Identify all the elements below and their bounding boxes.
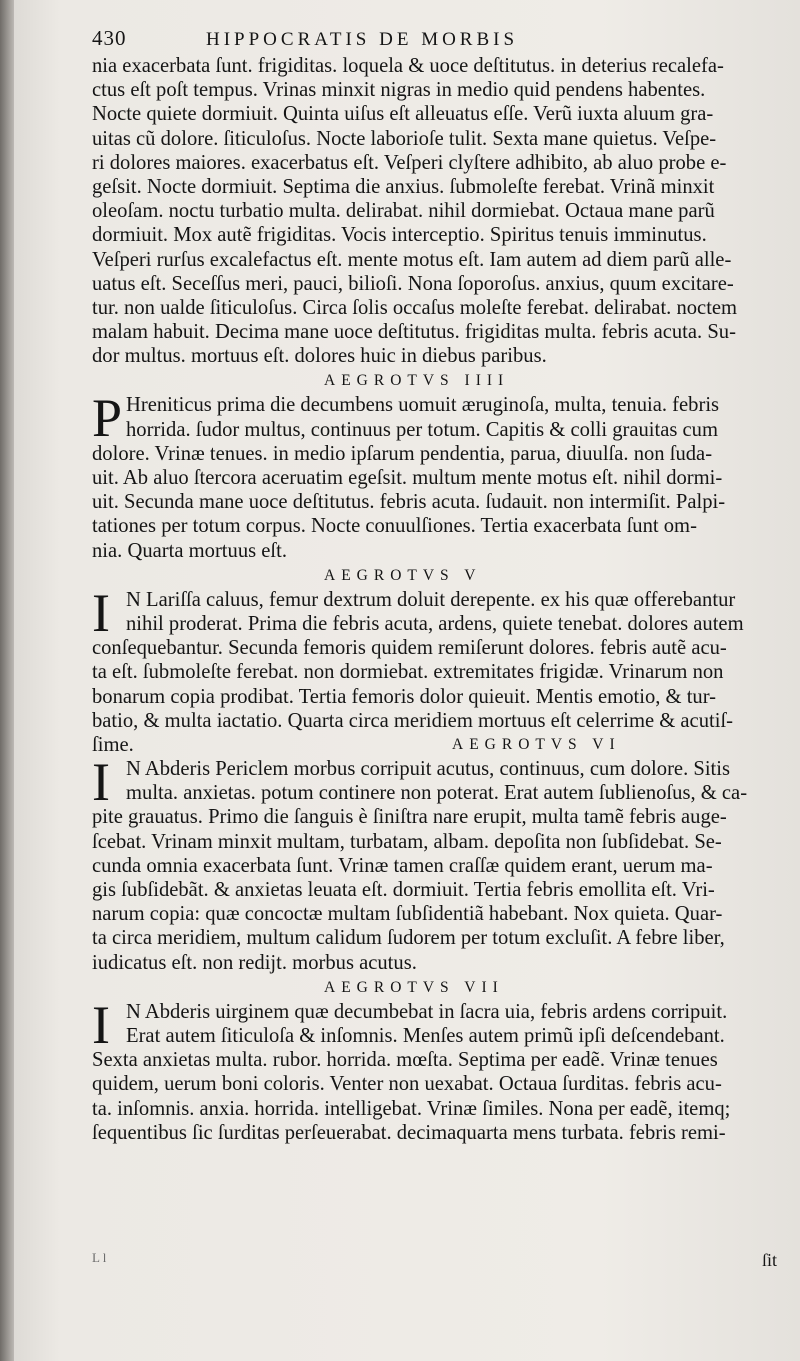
case-text-aegrotus-7 bbox=[92, 994, 800, 1145]
text-line: ta. inſomnis. anxia. horrida. intelligebat. Vrinæ ſimiles. Nona per eadẽ, itemq; bbox=[92, 1097, 731, 1120]
text-line: cunda omnia exacerbata ſunt. Vrinæ tamen craſſæ quidem erant, uerum ma- bbox=[92, 854, 713, 877]
text-line-end: ſime. bbox=[92, 733, 134, 756]
catchword: ſit bbox=[762, 1250, 778, 1270]
page-spine-shadow bbox=[0, 0, 14, 1361]
section-heading-aegrotus-5: AEGROTVS V bbox=[324, 566, 482, 584]
text-line: multa. anxietas. potum continere non poterat. Erat autem ſublienoſus, & ca- bbox=[126, 782, 748, 805]
section-heading-aegrotus-7: AEGROTVS VII bbox=[324, 978, 504, 996]
text-line: gis ſubſidebãt. & anxietas leuata eſt. dormiuit. Tertia febris emollita eſt. Vri- bbox=[92, 879, 715, 901]
text-line: Erat autem ſiticuloſa & inſomnis. Menſes autem primũ ipſi deſcendebant. bbox=[126, 1024, 725, 1047]
text-line: ſequentibus ſic ſurditas perſeuerabat. decimaquarta mens turbata. febris remi- bbox=[92, 1121, 726, 1144]
text-line: Sexta anxietas multa. rubor. horrida. mœſta. Septima per eadẽ. Vrinæ tenues bbox=[92, 1049, 718, 1072]
text-line: narum copia: quæ concoctæ multam ſubſidentiã habebant. Nox quieta. Quar- bbox=[92, 903, 723, 926]
text-line: N Abderis Periclem morbus corripuit acutus, continuus, cum dolore. Sitis bbox=[126, 758, 730, 781]
text-line: ri dolores maiores. exacerbatus eſt. Veſperi clyſtere adhibito, ab aluo probe e- bbox=[92, 151, 727, 174]
text-line: dormiuit. Mox autẽ frigiditas. Vocis interceptio. Spiritus tenuis imminutus. bbox=[92, 224, 707, 247]
text-line: uit. Ab aluo ſtercora aceruatim egeſsit. multum mente motus eſt. nihil dormi- bbox=[92, 467, 723, 489]
text-line: nia exacerbata ſunt. frigiditas. loquela & uoce deſtitutus. in deterius recalefa- bbox=[92, 55, 724, 77]
page-header bbox=[92, 26, 800, 54]
signature-mark: L l bbox=[92, 1250, 107, 1265]
text-line: Hreniticus prima die decumbens uomuit æruginoſa, multa, tenuia. febris bbox=[126, 394, 720, 417]
text-line: Nocte quiete dormiuit. Quinta uiſus eſt alleuatus eſſe. Verũ iuxta aluum gra- bbox=[92, 103, 714, 126]
text-line: N Lariſſa caluus, femur dextrum doluit derepente. ex his quæ offerebantur bbox=[126, 588, 736, 611]
page-number: 430 bbox=[92, 26, 127, 50]
text-line: batio, & multa iactatio. Quarta circa meridiem mortuus eſt celerrime & acutiſ- bbox=[92, 709, 734, 732]
text-line: dor multus. mortuus eſt. dolores huic in diebus paribus. bbox=[92, 345, 547, 368]
case-text-continued bbox=[92, 54, 800, 368]
text-line: ctus eſt poſt tempus. Vrinas minxit nigras in medio quid pendens habentes. bbox=[92, 79, 706, 102]
text-line: dolore. Vrinæ tenues. in medio ipſarum pendentia, parua, diuulſa. non ſuda- bbox=[92, 442, 713, 465]
case-text-aegrotus-6 bbox=[92, 752, 800, 975]
section-heading-aegrotus-4: AEGROTVS IIII bbox=[324, 372, 510, 390]
text-line: ta eſt. ſubmoleſte ferebat. non dormiebat. extremitates frigidæ. Vrinarum non bbox=[92, 661, 724, 684]
drop-cap: I bbox=[92, 752, 110, 813]
text-line: malam habuit. Decima mane uoce deſtitutus. frigiditas multa. febris acuta. Su- bbox=[92, 321, 736, 344]
text-line: tur. non ualde ſiticuloſus. Circa ſolis occaſus moleſte ferebat. delirabat. noctem bbox=[92, 296, 738, 319]
text-line: ta circa meridiem, multum calidum ſudorem per totum excluſit. A febre liber, bbox=[92, 927, 725, 950]
text-line: Veſperi rurſus excalefactus eſt. mente motus eſt. Iam autem ad diem parũ alle- bbox=[92, 248, 732, 271]
text-line: uatus eſt. Seceſſus meri, pauci, bilioſi. Nona ſoporoſus. anxius, quum excitare- bbox=[92, 272, 734, 295]
text-line: nia. Quarta mortuus eſt. bbox=[92, 539, 288, 562]
case-text-aegrotus-4 bbox=[92, 388, 800, 562]
text-line: bonarum copia prodibat. Tertia femoris dolor quieuit. Mentis emotio, & tur- bbox=[92, 685, 717, 708]
text-line: geſsit. Nocte dormiuit. Septima die anxius. ſubmoleſte ferebat. Vrinã minxit bbox=[92, 175, 715, 198]
running-title: HIPPOCRATIS DE MORBIS bbox=[206, 29, 519, 50]
text-line: quidem, uerum boni coloris. Venter non uexabat. Octaua ſurditas. febris acu- bbox=[92, 1073, 722, 1096]
section-heading-aegrotus-6: AEGROTVS VI bbox=[452, 735, 621, 753]
text-line-with-heading bbox=[92, 733, 790, 757]
drop-cap: I bbox=[92, 582, 110, 643]
text-line: oleoſam. noctu turbatio multa. delirabat. nihil dormiebat. Octaua mane parũ bbox=[92, 200, 715, 223]
text-line: ſcebat. Vrinam minxit multam, turbatam, albam. depoſita non ſubſidebat. Se- bbox=[92, 830, 722, 853]
text-line: horrida. ſudor multus, continuus per totum. Capitis & colli grauitas cum bbox=[126, 418, 718, 441]
text-line: tationes per totum corpus. Nocte conuulſiones. Tertia exacerbata ſunt om- bbox=[92, 515, 697, 538]
text-line: pite grauatus. Primo die ſanguis è ſiniſtra nare erupit, multa tamẽ febris auge- bbox=[92, 806, 727, 829]
drop-cap: P bbox=[92, 388, 123, 449]
text-line: iudicatus eſt. non rediјt. morbus acutus. bbox=[92, 951, 417, 974]
text-line: nihil proderat. Prima die febris acuta, ardens, quiete tenebat. dolores autem bbox=[126, 612, 744, 635]
text-line: conſequebantur. Secunda femoris quidem remiſerunt dolores. febris autẽ acu- bbox=[92, 637, 727, 660]
text-line: uitas cũ dolore. ſiticuloſus. Nocte laborioſe tulit. Sexta mane quietus. Veſpe- bbox=[92, 127, 717, 150]
case-text-aegrotus-5 bbox=[92, 582, 800, 757]
drop-cap: I bbox=[92, 994, 110, 1055]
text-line: uit. Secunda mane uoce deſtitutus. febris acuta. ſudauit. non intermiſit. Palpi- bbox=[92, 491, 726, 514]
text-line: N Abderis uirginem quæ decumbebat in ſacra uia, febris ardens corripuit. bbox=[126, 1000, 728, 1023]
